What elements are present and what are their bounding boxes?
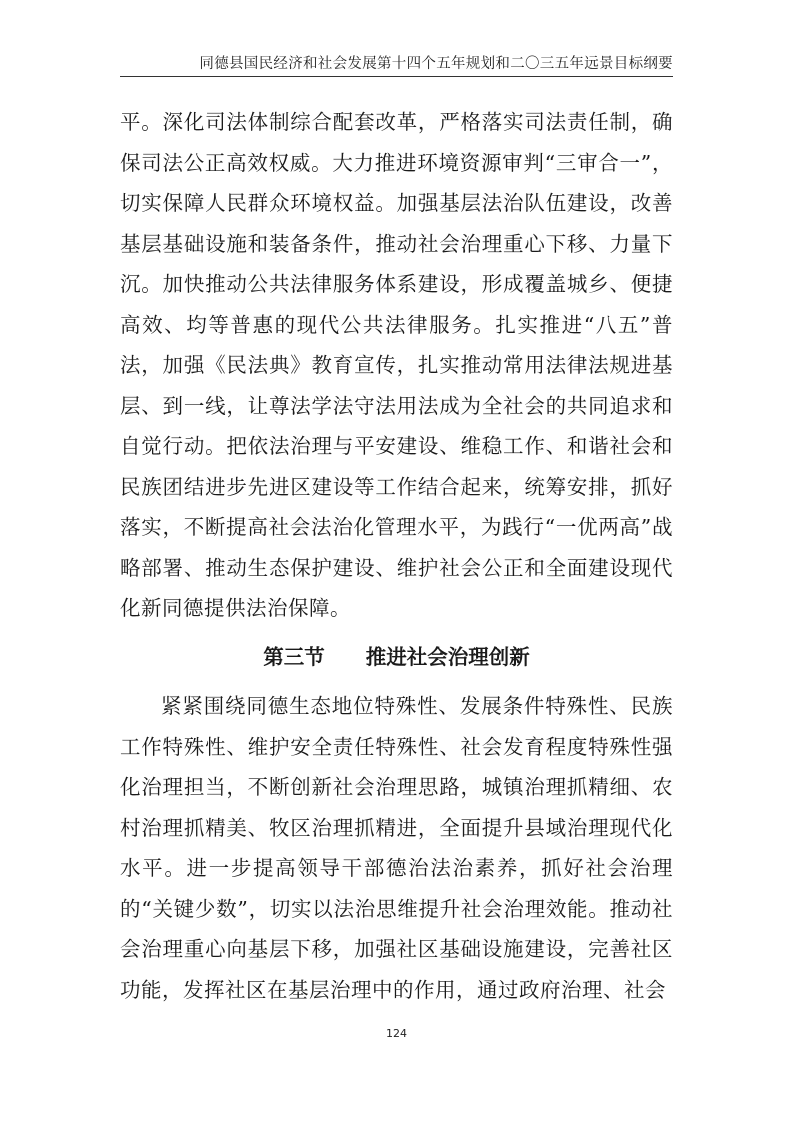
section-heading: 第三节 推进社会治理创新 <box>263 645 530 669</box>
header-rule <box>120 76 673 77</box>
running-header: 同德县国民经济和社会发展第十四个五年规划和二〇三五年远景目标纲要 <box>199 56 673 72</box>
page-number: 124 <box>386 1027 407 1040</box>
body-paragraph-1: 平。深化司法体制综合配套改革，严格落实司法责任制，确保司法公正高效权威。大力推进环境资源审判“三审合一”，切实保障人民群众环境权益。加强基层法治队伍建设，改善基层基础设施和装备条件，推动社会治理重心下移、力量下沉。加快推动公共法律服务体系建设，形成覆盖城乡、便捷高效、均等普惠的现代公共法律服务。扎实推进“八五”普法，加强《民法典》教育宣传，扎实推动常用法律法规进基层、到一线，让尊法学法守法用法成为全社会的共同追求和自觉行动。把依法治理与平安建设、维稳工作、和谐社会和民族团结进步先进区建设等工作结合起来，统筹安排，抓好落实，不断提高社会法治化管理水平，为践行“一优两高”战略部署、推动生态保护建设、维护社会公正和全面建设现代化新同德提供法治保障。 <box>120 110 673 620</box>
body-paragraph-2: 紧紧围绕同德生态地位特殊性、发展条件特殊性、民族工作特殊性、维护安全责任特殊性、社会发育程度特殊性强化治理担当，不断创新社会治理思路，城镇治理抓精细、农村治理抓精美、牧区治理抓精进，全面提升县域治理现代化水平。进一步提高领导干部德治法治素养，抓好社会治理的“关键少数”，切实以法治思维提升社会治理效能。推动社会治理重心向基层下移，加强社区基础设施建设，完善社区功能，发挥社区在基层治理中的作用，通过政府治理、社会 <box>120 694 673 1002</box>
